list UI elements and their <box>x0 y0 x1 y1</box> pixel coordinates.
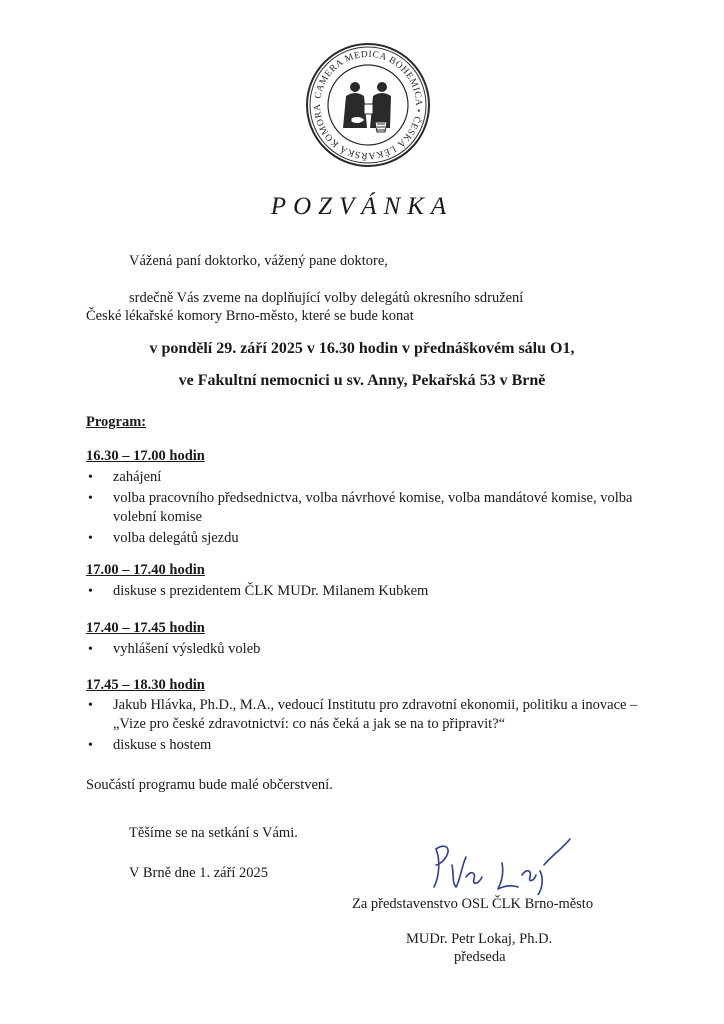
closing-line: Těšíme se na setkání s Vámi. <box>129 825 298 841</box>
handwritten-signature <box>422 835 582 895</box>
program-time: 17.00 – 17.40 hodin <box>86 562 205 578</box>
program-block <box>86 448 646 548</box>
event-date-line: v pondělí 29. září 2025 v 16.30 hodin v přednáškovém sálu O1, <box>149 340 575 357</box>
signatory-role: předseda <box>454 949 506 965</box>
refreshment-note: Součástí programu bude malé občerstvení. <box>86 777 333 793</box>
signatory-name: MUDr. Petr Lokaj, Ph.D. <box>406 931 553 947</box>
salutation: Vážená paní doktorko, vážený pane doktore, <box>129 253 388 269</box>
seal-figures-icon <box>343 82 391 132</box>
program-label: Program: <box>86 414 147 430</box>
program-item: • diskuse s hostem <box>86 736 638 755</box>
chamber-seal <box>305 42 431 168</box>
place-date: V Brně dne 1. září 2025 <box>129 865 269 881</box>
program-item: • volba pracovního předsednictva, volba návrhové komise, volba mandátové komise, volba volební komise <box>86 489 646 527</box>
program-time: 17.40 – 17.45 hodin <box>86 620 205 636</box>
program-item: • volba delegátů sjezdu <box>86 529 646 548</box>
program-item: • diskuse s prezidentem ČLK MUDr. Milanem Kubkem <box>86 582 646 601</box>
program-block <box>86 677 638 755</box>
event-venue-line: ve Fakultní nemocnici u sv. Anny, Pekařská 53 v Brně <box>178 372 546 389</box>
intro-line-1: srdečně Vás zveme na doplňující volby delegátů okresního sdružení <box>129 290 524 306</box>
program-block <box>86 620 646 659</box>
program-item: • Jakub Hlávka, Ph.D., M.A., vedoucí Institutu pro zdravotní ekonomii, politiku a inovace – „Vize pro české zdravotnictví: co nás čeká a jak se na to připravit?“ <box>86 696 638 734</box>
seal-ring-text: CAMERA MEDICA BOHEMICA • ČESKÁ LÉKAŘSKÁ KOMORA <box>312 49 424 161</box>
page-title: POZVÁNKA <box>270 193 454 220</box>
intro-line-2: České lékařské komory Brno-město, které se bude konat <box>86 308 414 324</box>
program-time: 16.30 – 17.00 hodin <box>86 448 205 464</box>
program-block <box>86 562 646 601</box>
program-item: • zahájení <box>86 468 646 487</box>
signature-on-behalf: Za představenstvo OSL ČLK Brno-město <box>352 896 594 912</box>
program-item: • vyhlášení výsledků voleb <box>86 640 646 659</box>
program-time: 17.45 – 18.30 hodin <box>86 677 205 693</box>
